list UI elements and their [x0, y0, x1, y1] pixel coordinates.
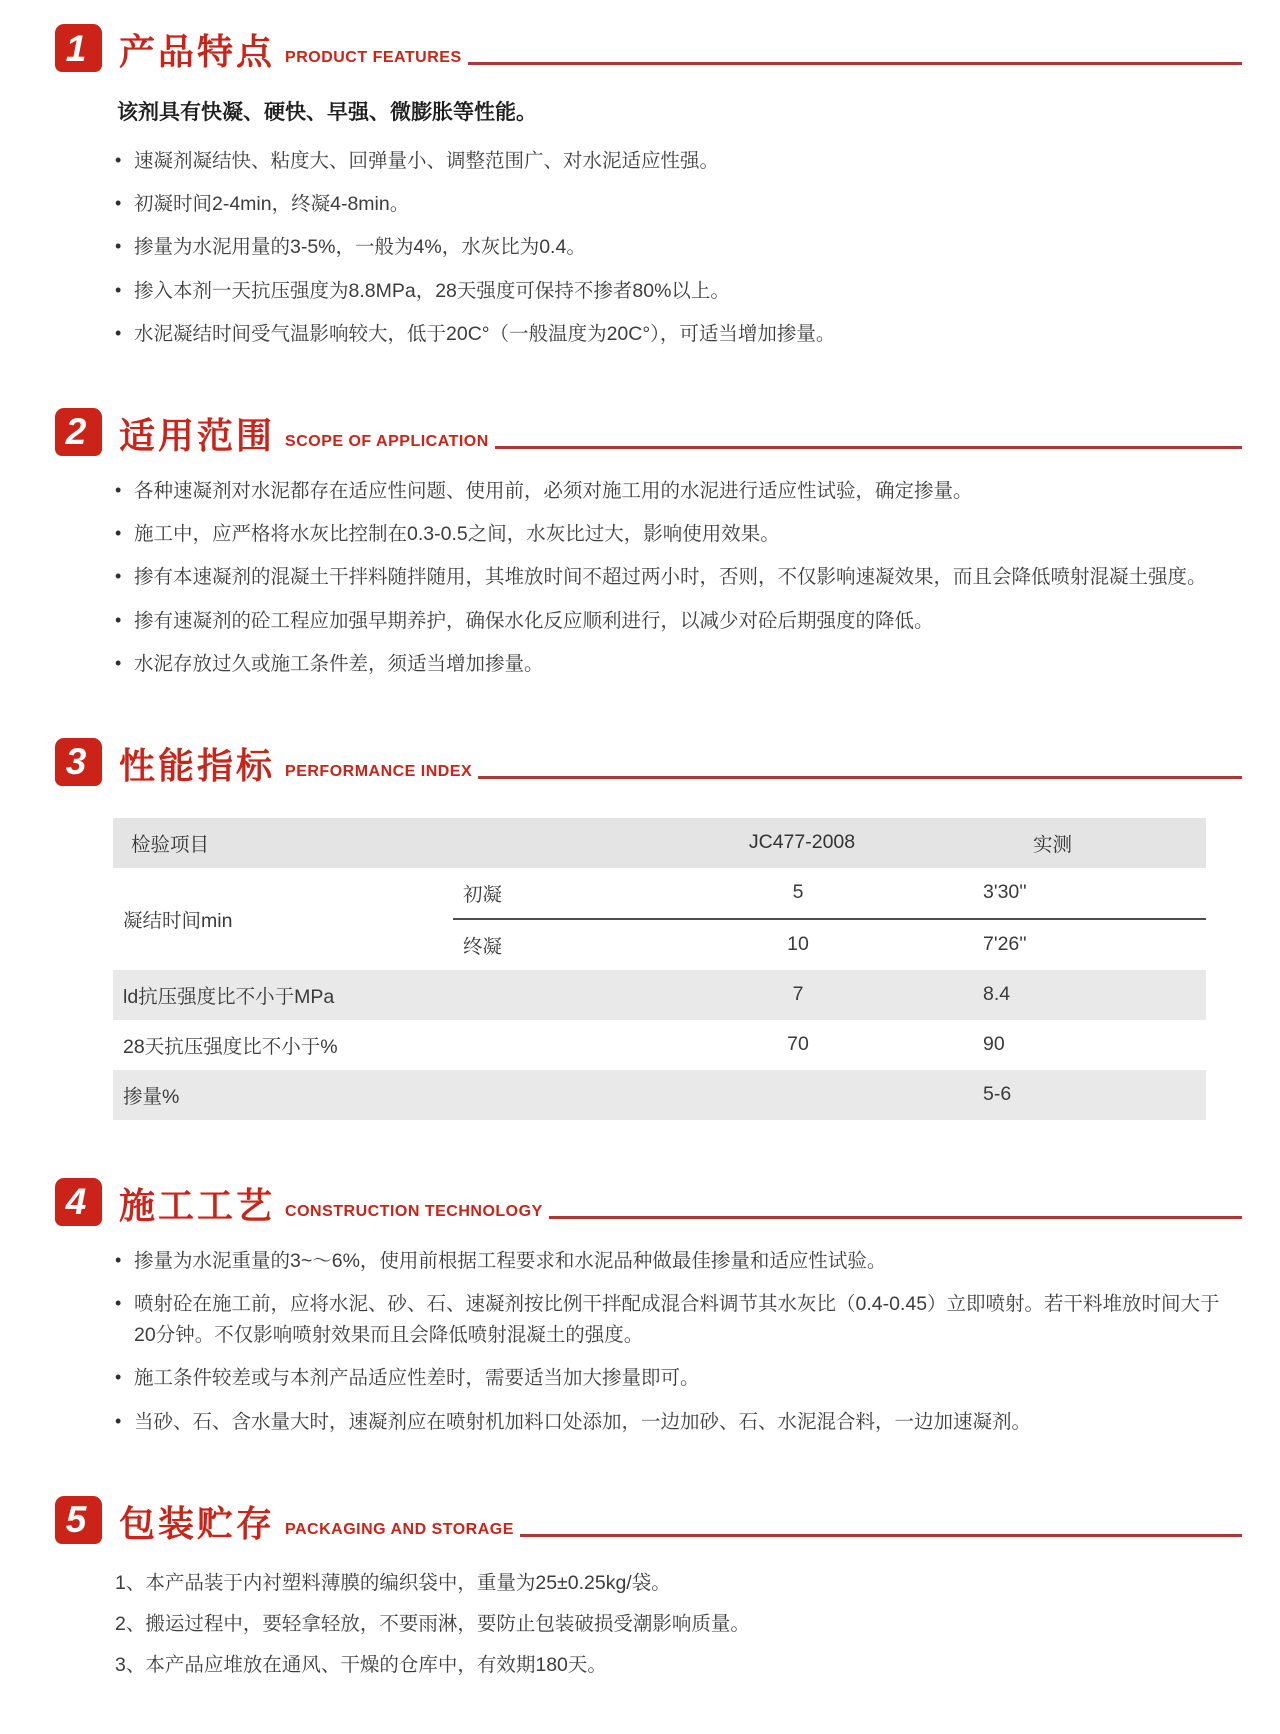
table-header-standard: JC477-2008 — [748, 831, 856, 854]
section-4-rule — [549, 1216, 1242, 1219]
numbered-item: 1、本产品装于内衬塑料薄膜的编织袋中，重量为25±0.25kg/袋。 — [115, 1571, 671, 1594]
cell-initial-measured: 3'30'' — [973, 868, 1206, 919]
cell-final-measured: 7'26'' — [983, 933, 1027, 956]
section-1-intro: 该剂具有快凝、硬快、早强、微膨胀等性能。 — [117, 101, 537, 124]
section-4-bullet-list — [55, 1246, 1242, 1438]
section-construction-technology — [55, 1178, 1242, 1438]
cell-row1-standard: 7 — [792, 983, 804, 1006]
bullet-item: • 速凝剂凝结快、粘度大、回弹量小、调整范围广、对水泥适应性强。 — [115, 146, 1222, 177]
cell-row1-label: ld抗压强度比不小于MPa — [123, 985, 335, 1008]
table-header-item: 检验项目 — [131, 833, 210, 856]
cell-final-standard: 10 — [787, 933, 809, 956]
cell-setting-time-label: 凝结时间min — [123, 909, 233, 932]
table-row-initial-setting — [113, 868, 1206, 919]
section-2-rule — [495, 446, 1242, 449]
table-header-spacer — [453, 818, 623, 868]
table-header-measured: 实测 — [1033, 833, 1073, 856]
section-3-rule — [478, 776, 1242, 779]
table-row-28d-strength — [113, 1020, 1206, 1070]
bullet-item: • 掺有本速凝剂的混凝土干拌料随拌随用，其堆放时间不超过两小时，否则，不仅影响速凝效果，而且会降低喷射混凝土强度。 — [115, 562, 1222, 593]
numbered-item: 2、搬运过程中，要轻拿轻放，不要雨淋，要防止包装破损受潮影响质量。 — [115, 1613, 750, 1636]
section-4-title: 施工工艺 — [119, 1185, 276, 1227]
section-1-title: 产品特点 — [119, 31, 276, 73]
bullet-item: • 掺有速凝剂的砼工程应加强早期养护，确保水化反应顺利进行，以减少对砼后期强度的降低。 — [115, 606, 1222, 637]
bullet-item: • 当砂、石、含水量大时，速凝剂应在喷射机加料口处添加，一边加砂、石、水泥混合料，一边加速凝剂。 — [115, 1407, 1222, 1438]
bullet-item: • 掺入本剂一天抗压强度为8.8MPa，28天强度可保持不掺者80%以上。 — [115, 276, 1222, 307]
bullet-item: • 水泥凝结时间受气温影响较大，低于20C°（一般温度为20C°），可适当增加掺量。 — [115, 319, 1222, 350]
section-1-rule — [468, 62, 1242, 65]
bullet-item: • 初凝时间2-4min，终凝4-8min。 — [115, 189, 1222, 220]
section-3-number: 3 — [65, 741, 87, 783]
section-2-number: 2 — [65, 411, 87, 453]
table-row-1d-strength — [113, 970, 1206, 1020]
bullet-item: • 喷射砼在施工前，应将水泥、砂、石、速凝剂按比例干拌配成混合料调节其水灰比（0.4-0.45）立即喷射。若干料堆放时间大于20分钟。不仅影响喷射效果而且会降低喷射混凝土的强度。 — [115, 1289, 1222, 1351]
table-header-row — [113, 818, 1206, 868]
section-4-number: 4 — [65, 1181, 87, 1223]
section-5-number-badge — [55, 1496, 102, 1544]
bullet-item: • 施工中，应严格将水灰比控制在0.3-0.5之间，水灰比过大，影响使用效果。 — [115, 519, 1222, 550]
cell-final-label: 终凝 — [463, 935, 503, 958]
cell-row2-measured: 90 — [983, 1033, 1005, 1056]
bullet-item: • 各种速凝剂对水泥都存在适应性问题、使用前，必须对施工用的水泥进行适应性试验，确定掺量。 — [115, 476, 1222, 507]
cell-initial-label: 初凝 — [453, 868, 623, 919]
section-scope-of-application — [55, 408, 1242, 680]
section-4-number-badge — [55, 1178, 102, 1226]
section-3-title: 性能指标 — [119, 745, 276, 787]
section-4-header — [55, 1178, 1242, 1226]
cell-initial-standard: 5 — [623, 868, 973, 919]
section-2-bullet-list — [55, 476, 1242, 680]
section-1-number-badge — [55, 24, 102, 72]
bullet-item: • 掺量为水泥用量的3-5%，一般为4%，水灰比为0.4。 — [115, 232, 1222, 263]
performance-index-table — [113, 818, 1206, 1120]
section-1-header — [55, 24, 1242, 72]
section-4-subtitle: CONSTRUCTION TECHNOLOGY — [285, 1202, 543, 1220]
section-packaging-storage — [55, 1496, 1242, 1679]
bullet-item: • 施工条件较差或与本剂产品适应性差时，需要适当加大掺量即可。 — [115, 1363, 1222, 1394]
section-performance-index — [55, 738, 1242, 1120]
bullet-item: • 水泥存放过久或施工条件差，须适当增加掺量。 — [115, 649, 1222, 680]
numbered-item: 3、本产品应堆放在通风、干燥的仓库中，有效期180天。 — [115, 1654, 607, 1677]
cell-row1-measured: 8.4 — [983, 983, 1011, 1006]
section-5-number: 5 — [65, 1499, 87, 1541]
section-5-title: 包装贮存 — [119, 1503, 276, 1545]
section-1-number: 1 — [65, 27, 87, 69]
section-2-header — [55, 408, 1242, 456]
cell-row3-standard — [623, 1070, 973, 1120]
cell-row3-label: 掺量% — [123, 1085, 180, 1108]
cell-row2-standard: 70 — [787, 1033, 809, 1056]
section-1-subtitle: PRODUCT FEATURES — [285, 49, 462, 66]
section-5-header — [55, 1496, 1242, 1544]
cell-row2-label: 28天抗压强度比不小于% — [123, 1035, 338, 1058]
section-1-bullet-list — [55, 146, 1242, 350]
section-2-number-badge — [55, 408, 102, 456]
section-2-subtitle: SCOPE OF APPLICATION — [285, 432, 489, 450]
section-5-rule — [520, 1534, 1242, 1537]
section-3-header — [55, 738, 1242, 786]
cell-row3-measured: 5-6 — [983, 1083, 1012, 1106]
table-row-dosage — [113, 1070, 1206, 1120]
section-5-item-list — [115, 1570, 1242, 1679]
section-3-subtitle: PERFORMANCE INDEX — [285, 762, 473, 780]
bullet-item: • 掺量为水泥重量的3~～6%，使用前根据工程要求和水泥品种做最佳掺量和适应性试验。 — [115, 1246, 1222, 1277]
section-2-title: 适用范围 — [119, 415, 276, 457]
section-5-subtitle: PACKAGING AND STORAGE — [285, 1520, 514, 1538]
section-product-features — [55, 24, 1242, 350]
section-3-number-badge — [55, 738, 102, 786]
